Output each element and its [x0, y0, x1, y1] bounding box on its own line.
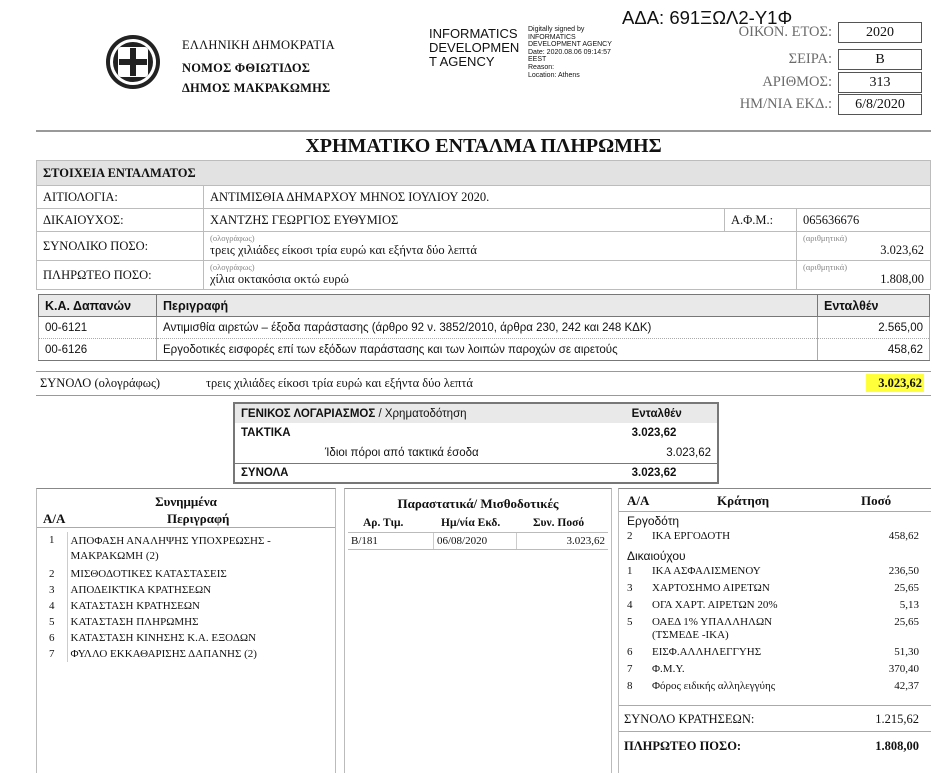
synola-amount: 3.023,62	[631, 466, 677, 479]
fiscal-year-label: ΟΙΚΟΝ. ΕΤΟΣ:	[738, 24, 832, 40]
expense-code: 00-6121	[39, 317, 157, 339]
expenses-table	[38, 294, 930, 361]
employer-deductions	[619, 528, 931, 544]
attachment-number: 5	[49, 616, 55, 628]
deduction-number: 7	[627, 663, 633, 675]
idioi-label: Ίδιοι πόροι από τακτικά έσοδα	[325, 446, 479, 459]
voucher-num-header: Αρ. Τιμ.	[363, 517, 404, 529]
attachment-number: 2	[49, 568, 55, 580]
vouchers-title: Παραστατικά/ Μισθοδοτικές	[397, 496, 559, 511]
total-amount-words: (ολογράφως) τρεις χιλιάδες είκοσι τρία ευρώ και εξήντα δύο λεπτά	[204, 232, 797, 261]
attachment-text: ΑΠΟΦΑΣΗ ΑΝΑΛΗΨΗΣ ΥΠΟΧΡΕΩΣΗΣ - ΜΑΚΡΑΚΩΜΗ (2)	[67, 532, 335, 566]
attachments-title: Συνημμένα	[155, 494, 217, 509]
attachment-number: 1	[49, 534, 55, 546]
deduction-amount: 5,13	[899, 599, 919, 611]
divider	[36, 395, 931, 396]
list-item	[37, 598, 335, 614]
deduction-number: 5	[627, 616, 633, 628]
deduction-name: ΕΙΣΦ.ΑΛΛΗΛΕΓΓΥΗΣ	[652, 646, 762, 658]
attachments-aa-header: Α/Α	[43, 511, 66, 526]
deduction-name: ΟΓΑ ΧΑΡΤ. ΑΙΡΕΤΩΝ 20%	[652, 599, 778, 611]
beneficiary-value: ΧΑΝΤΖΗΣ ΓΕΩΡΓΙΟΣ ΕΥΘΥΜΙΟΣ	[204, 209, 725, 232]
idioi-amount: 3.023,62	[666, 446, 711, 459]
table-row	[619, 580, 931, 597]
aitiologia-value: ΑΝΤΙΜΙΣΘΙΑ ΔΗΜΑΡΧΟΥ ΜΗΝΟΣ ΙΟΥΛΙΟΥ 2020.	[204, 186, 931, 209]
attachment-text: ΚΑΤΑΣΤΑΣΗ ΠΛΗΡΩΜΗΣ	[67, 614, 335, 630]
fiscal-year-value: 2020	[838, 22, 922, 43]
list-item	[37, 646, 335, 662]
deduction-number: 3	[627, 582, 633, 594]
table-row	[619, 661, 931, 678]
deduction-number: 6	[627, 646, 633, 658]
payable-total-label: ΠΛΗΡΩΤΕΟ ΠΟΣΟ:	[624, 739, 742, 753]
beneficiary-group-label: Δικαιούχου	[627, 549, 686, 563]
deduction-name-header: Κράτηση	[717, 493, 770, 508]
list-item	[37, 566, 335, 582]
issue-date-value: 6/8/2020	[838, 94, 922, 115]
expense-code-header: Κ.Α. Δαπανών	[39, 295, 157, 317]
list-item	[37, 614, 335, 630]
taktika-amount: 3.023,62	[631, 427, 677, 439]
deduction-amount: 458,62	[888, 530, 919, 542]
expense-code: 00-6126	[39, 339, 157, 361]
payable-total-value: 1.808,00	[875, 739, 919, 753]
table-row	[39, 317, 930, 339]
expense-amount-header: Ενταλθέν	[818, 295, 930, 317]
payable-amount-number: (αριθμητικά) 1.808,00	[797, 261, 931, 290]
number-value: 313	[838, 72, 922, 93]
general-account-header: ΓΕΝΙΚΟΣ ΛΟΓΑΡΙΑΣΜΟΣ / Χρηματοδότηση	[241, 407, 467, 420]
deductions-total-label: ΣΥΝΟΛΟ ΚΡΑΤΗΣΕΩΝ:	[624, 712, 755, 726]
afm-value: 065636676	[797, 209, 931, 232]
table-row	[619, 597, 931, 614]
deduction-name: ΧΑΡΤΟΣΗΜΟ ΑΙΡΕΤΩΝ	[652, 582, 770, 594]
state-emblem	[104, 33, 162, 91]
deduction-number: 1	[627, 565, 633, 577]
payable-amount-words: (ολογράφως) χίλια οκτακόσια οκτώ ευρώ	[204, 261, 797, 290]
employer-group-label: Εργοδότη	[627, 514, 680, 528]
voucher-num: Β/181	[351, 535, 378, 547]
org-line-1: ΕΛΛΗΝΙΚΗ ΔΗΜΟΚΡΑΤΙΑ	[182, 38, 335, 52]
table-row	[348, 532, 608, 550]
beneficiary-label: ΔΙΚΑΙΟΥΧΟΣ:	[37, 209, 204, 232]
deduction-amount: 42,37	[894, 680, 919, 692]
list-item	[37, 582, 335, 598]
table-row	[619, 678, 931, 695]
attachments-panel	[36, 488, 336, 773]
deduction-number: 2	[627, 530, 633, 542]
deduction-number: 8	[627, 680, 633, 692]
series-label: ΣΕΙΡΑ:	[788, 51, 832, 67]
total-amount-number: (αριθμητικά) 3.023,62	[797, 232, 931, 261]
voucher-date: 06/08/2020	[437, 535, 488, 547]
table-row	[619, 563, 931, 580]
number-label: ΑΡΙΘΜΟΣ:	[762, 74, 832, 90]
deduction-amount-header: Ποσό	[861, 493, 892, 508]
payable-total-row	[619, 731, 931, 755]
expense-amount: 2.565,00	[818, 317, 930, 339]
table-row	[619, 644, 931, 661]
beneficiary-deductions	[619, 563, 931, 695]
synola-label: ΣΥΝΟΛΑ	[241, 466, 289, 479]
issue-date-label: ΗΜ/ΝΙΑ ΕΚΔ.:	[739, 96, 832, 112]
attachment-number: 6	[49, 632, 55, 644]
general-amount-header: Ενταλθέν	[631, 407, 682, 420]
expense-desc: Αντιμισθία αιρετών – έξοδα παράστασης (άρθρο 92 ν. 3852/2010, άρθρα 230, 242 και 248 ΚΔΚ)	[157, 317, 818, 339]
org-line-2: ΝΟΜΟΣ ΦΘΙΩΤΙΔΟΣ	[182, 61, 311, 75]
vouchers-panel	[344, 488, 612, 773]
list-item	[37, 630, 335, 646]
deduction-name: ΙΚΑ ΑΣΦΑΛΙΣΜΕΝΟΥ	[652, 565, 761, 577]
deductions-total-value: 1.215,62	[875, 712, 919, 726]
expense-desc: Εργοδοτικές εισφορές επί των εξόδων παράστασης και των λοιπών παροχών σε αιρετούς	[157, 339, 818, 361]
total-highlight: 3.023,62	[866, 374, 924, 392]
voucher-date-header: Ημ/νία Εκδ.	[441, 517, 501, 529]
digital-signature-details: Digitally signed by INFORMATICS DEVELOPMENT AGENCY Date: 2020.08.06 09:14:57 EEST Reason: Location: Athens	[528, 26, 612, 79]
general-account-table	[233, 402, 719, 484]
deductions-total-row	[619, 705, 931, 727]
deduction-name: Φ.Μ.Υ.	[652, 663, 685, 675]
deduction-amount: 51,30	[894, 646, 919, 658]
attachment-text: ΦΥΛΛΟ ΕΚΚΑΘΑΡΙΣΗΣ ΔΑΠΑΝΗΣ (2)	[67, 646, 335, 662]
divider	[36, 130, 931, 132]
payable-amount-label: ΠΛΗΡΩΤΕΟ ΠΟΣΟ:	[37, 261, 204, 290]
list-item	[37, 532, 335, 566]
deduction-name: ΟΑΕΔ 1% ΥΠΑΛΛΗΛΩΝ (ΤΣΜΕΔΕ -ΙΚΑ)	[652, 616, 773, 641]
deduction-amount: 25,65	[894, 582, 919, 594]
aitiologia-label: ΑΙΤΙΟΛΟΓΙΑ:	[37, 186, 204, 209]
attachment-number: 4	[49, 600, 55, 612]
deduction-number: 4	[627, 599, 633, 611]
voucher-amount: 3.023,62	[566, 535, 605, 547]
attachment-text: ΑΠΟΔΕΙΚΤΙΚΑ ΚΡΑΤΗΣΕΩΝ	[67, 582, 335, 598]
attachment-number: 3	[49, 584, 55, 596]
table-row	[619, 614, 931, 644]
deduction-amount: 236,50	[888, 565, 919, 577]
deductions-panel	[618, 488, 931, 773]
deduction-amount: 370,40	[888, 663, 919, 675]
digital-signer-name: INFORMATICS DEVELOPMEN T AGENCY	[429, 26, 520, 69]
voucher-amount-header: Συν. Ποσό	[533, 517, 585, 529]
deduction-amount: 25,65	[894, 616, 919, 628]
deduction-name: Φόρος ειδικής αλληλεγγύης	[652, 680, 776, 692]
attachment-text: ΜΙΣΘΟΔΟΤΙΚΕΣ ΚΑΤΑΣΤΑΣΕΙΣ	[67, 566, 335, 582]
org-line-3: ΔΗΜΟΣ ΜΑΚΡΑΚΩΜΗΣ	[182, 81, 331, 95]
warrant-details-table	[36, 160, 931, 290]
section-title: ΣΤΟΙΧΕΙΑ ΕΝΤΑΛΜΑΤΟΣ	[37, 161, 931, 186]
document-title: ΧΡΗΜΑΤΙΚΟ ΕΝΤΑΛΜΑ ΠΛΗΡΩΜΗΣ	[305, 135, 662, 157]
divider	[36, 371, 931, 372]
ada-code: ΑΔΑ: 691ΞΩΛ2-Υ1Φ	[622, 7, 793, 28]
attachment-text: ΚΑΤΑΣΤΑΣΗ ΚΙΝΗΣΗΣ Κ.Α. ΕΞΟΔΩΝ	[67, 630, 335, 646]
table-row	[619, 528, 931, 544]
expense-amount: 458,62	[818, 339, 930, 361]
series-value: Β	[838, 49, 922, 70]
attachment-number: 7	[49, 648, 55, 660]
attachment-text: ΚΑΤΑΣΤΑΣΗ ΚΡΑΤΗΣΕΩΝ	[67, 598, 335, 614]
expense-desc-header: Περιγραφή	[157, 295, 818, 317]
attachments-desc-header: Περιγραφή	[167, 511, 230, 526]
total-words-label: ΣΥΝΟΛΟ (ολογράφως)	[40, 376, 161, 390]
taktika-label: ΤΑΚΤΙΚΑ	[241, 427, 291, 439]
deduction-aa-header: Α/Α	[627, 493, 650, 508]
total-amount-label: ΣΥΝΟΛΙΚΟ ΠΟΣΟ:	[37, 232, 204, 261]
total-words-value: τρεις χιλιάδες είκοσι τρία ευρώ και εξήντα δύο λεπτά	[206, 376, 473, 390]
deduction-name: ΙΚΑ ΕΡΓΟΔΟΤΗ	[652, 530, 731, 542]
table-row	[39, 339, 930, 361]
afm-label: Α.Φ.Μ.:	[725, 209, 797, 232]
